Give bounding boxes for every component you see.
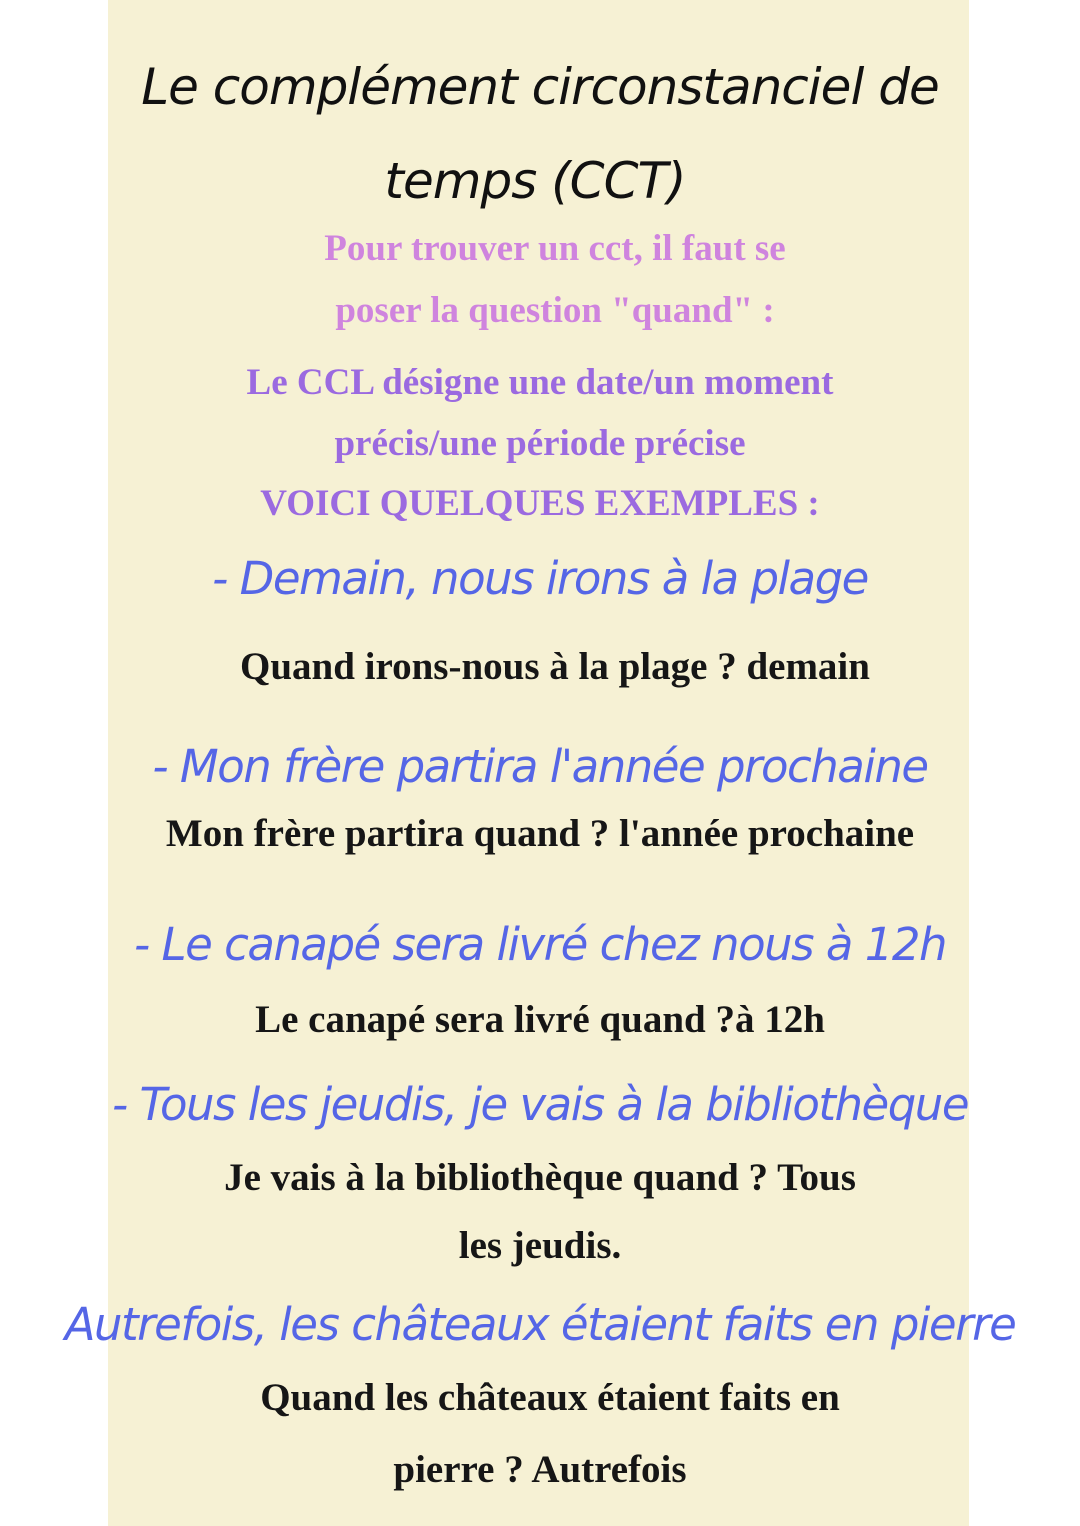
intro-examples-heading: VOICI QUELQUES EXEMPLES :	[260, 483, 820, 524]
example-answer-4-line-2: les jeudis.	[458, 1224, 622, 1267]
intro-definition-line-2: précis/une période précise	[334, 423, 746, 464]
example-answer-5-line-1: Quand les châteaux étaient faits en	[260, 1376, 840, 1419]
title-line-1: Le complément circonstanciel de	[141, 58, 939, 116]
intro-question-line-2: poser la question "quand" :	[335, 290, 775, 331]
example-answer-3: Le canapé sera livré quand ?à 12h	[255, 998, 825, 1041]
example-sentence-4: - Tous les jeudis, je vais à la bibliothèque	[111, 1078, 969, 1131]
example-answer-2: Mon frère partira quand ? l'année prochaine	[165, 812, 915, 855]
example-answer-1: Quand irons-nous à la plage ? demain	[240, 645, 870, 688]
example-sentence-3: - Le canapé sera livré chez nous à 12h	[133, 918, 947, 971]
example-answer-5-line-2: pierre ? Autrefois	[393, 1448, 687, 1491]
example-answer-4-line-1: Je vais à la bibliothèque quand ? Tous	[224, 1156, 856, 1199]
intro-definition-line-1: Le CCL désigne une date/un moment	[246, 362, 834, 403]
title-line-2: temps (CCT)	[384, 152, 686, 210]
example-sentence-1: - Demain, nous irons à la plage	[212, 552, 868, 605]
example-sentence-2: - Mon frère partira l'année prochaine	[152, 740, 928, 793]
example-sentence-5: Autrefois, les châteaux étaient faits en pierre	[64, 1298, 1016, 1351]
intro-question-line-1: Pour trouver un cct, il faut se	[324, 228, 786, 269]
